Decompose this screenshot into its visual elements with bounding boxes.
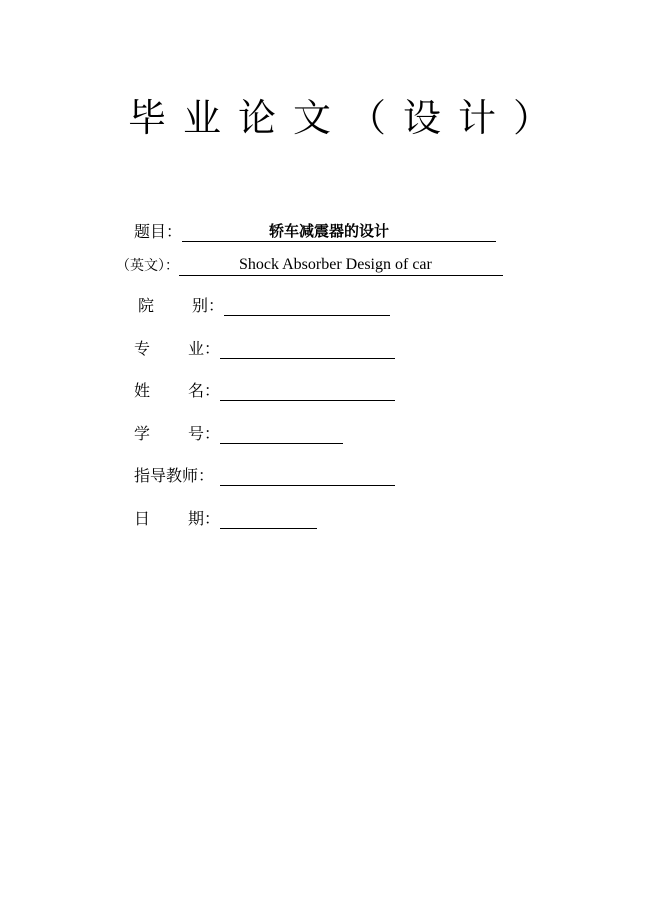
major-label-b: 业： bbox=[187, 339, 220, 358]
student-id-label-a: 学 bbox=[134, 424, 151, 443]
major-row bbox=[134, 339, 395, 359]
english-title-row bbox=[116, 256, 503, 276]
name-label-a: 姓 bbox=[134, 381, 151, 400]
english-title-label: （英文）： bbox=[116, 258, 179, 274]
major-label bbox=[134, 339, 220, 359]
student-id-field[interactable] bbox=[220, 424, 343, 444]
advisor-field[interactable] bbox=[220, 466, 395, 486]
advisor-label: 指导教师： bbox=[134, 466, 215, 485]
advisor-row bbox=[134, 466, 395, 486]
major-label-a: 专 bbox=[134, 339, 151, 358]
student-id-label bbox=[134, 424, 220, 444]
date-label bbox=[134, 509, 220, 529]
title-row bbox=[134, 222, 496, 242]
college-label bbox=[138, 296, 224, 316]
student-id-row bbox=[134, 424, 343, 444]
college-field[interactable] bbox=[224, 296, 390, 316]
date-label-b: 期： bbox=[187, 509, 220, 528]
college-label-a: 院 bbox=[138, 296, 155, 315]
name-label bbox=[134, 381, 220, 401]
english-title-field[interactable] bbox=[179, 256, 503, 276]
name-row bbox=[134, 381, 395, 401]
student-id-label-b: 号： bbox=[187, 424, 220, 443]
page-title: 毕业论文（设计） bbox=[128, 96, 569, 140]
english-title-value: Shock Absorber Design of car bbox=[239, 256, 432, 273]
title-label: 题目： bbox=[134, 222, 183, 241]
name-field[interactable] bbox=[220, 381, 395, 401]
major-field[interactable] bbox=[220, 339, 395, 359]
title-value: 轿车减震器的设计 bbox=[269, 222, 390, 240]
title-field[interactable] bbox=[182, 222, 496, 242]
date-row bbox=[134, 509, 317, 529]
date-field[interactable] bbox=[220, 509, 317, 529]
college-row bbox=[138, 296, 390, 316]
college-label-b: 别： bbox=[191, 296, 224, 315]
date-label-a: 日 bbox=[134, 509, 151, 528]
name-label-b: 名： bbox=[187, 381, 220, 400]
